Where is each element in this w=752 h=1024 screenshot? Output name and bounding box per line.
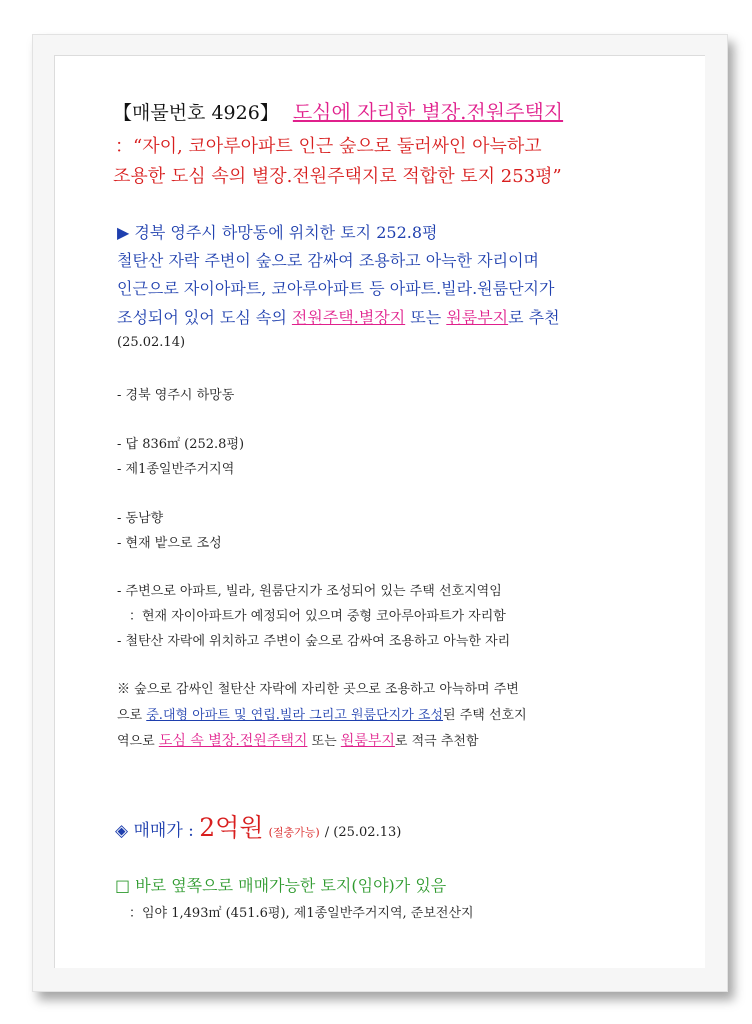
extra-detail: ：임야 1,493㎡ (451.6평), 제1종일반주거지역, 준보전산지 bbox=[129, 906, 474, 921]
summary-line-4 bbox=[117, 305, 560, 328]
summary-line-2: 철탄산 자락 주변이 숲으로 감싸여 조용하고 아늑한 자리이며 bbox=[117, 251, 540, 270]
detail-location: - 경북 영주시 하망동 bbox=[117, 388, 235, 403]
subtitle-line-1: ：“자이, 코아루아파트 인근 숲으로 둘러싸인 아늑하고 bbox=[115, 136, 542, 157]
detail-direction: - 동남향 bbox=[117, 511, 164, 526]
detail-surround-1: - 주변으로 아파트, 빌라, 원룸단지가 조성되어 있는 주택 선호지역임 bbox=[117, 584, 502, 599]
summary-text: 로 추천 bbox=[508, 308, 560, 327]
price-negotiable: (절충가능) bbox=[268, 826, 320, 839]
note-text: 또는 bbox=[307, 734, 341, 749]
link-villa-site[interactable]: 도심 속 별장.전원주택지 bbox=[158, 733, 308, 749]
detail-surround-2: ：현재 자이아파트가 예정되어 있으며 중형 코아루아파트가 자리함 bbox=[129, 609, 506, 624]
summary-line-3: 인근으로 자이아파트, 코아루아파트 등 아파트.빌라.원룸단지가 bbox=[117, 279, 555, 298]
note-line-3 bbox=[117, 730, 479, 750]
detail-area: - 답 836㎡ (252.8평) bbox=[117, 437, 245, 452]
listing-title: 도심에 자리한 별장.전원주택지 bbox=[292, 100, 564, 124]
link-oneroom-site-2[interactable]: 원룸부지 bbox=[340, 733, 395, 749]
summary-text: 또는 bbox=[405, 308, 447, 327]
extra-title: □ 바로 옆쪽으로 매매가능한 토지(임야)가 있음 bbox=[115, 876, 447, 895]
header-line bbox=[113, 96, 563, 125]
listing-number: 【매물번호 4926】 bbox=[113, 102, 279, 124]
detail-current-use: - 현재 밭으로 조성 bbox=[117, 536, 222, 551]
detail-zone: - 제1종일반주거지역 bbox=[117, 462, 235, 477]
document-sheet bbox=[54, 55, 705, 968]
price-value: 2억원 bbox=[199, 813, 264, 842]
note-line-1: ※ 숲으로 감싸인 철탄산 자락에 자리한 곳으로 조용하고 아늑하며 주변 bbox=[117, 682, 519, 697]
price-date: / (25.02.13) bbox=[324, 825, 402, 840]
note-text: 로 적극 추천함 bbox=[394, 734, 479, 749]
link-oneroom-site[interactable]: 원룸부지 bbox=[446, 308, 509, 327]
subtitle-line-2: 조용한 도심 속의 별장.전원주택지로 적합한 토지 253평” bbox=[113, 166, 562, 187]
price-label: ◈ 매매가 : bbox=[115, 821, 200, 841]
summary-text: 조성되어 있어 도심 속의 bbox=[117, 308, 292, 327]
detail-surround-3: - 철탄산 자락에 위치하고 주변이 숲으로 감싸여 조용하고 아늑한 자리 bbox=[117, 634, 511, 649]
note-text: 역으로 bbox=[117, 734, 159, 749]
price-line bbox=[115, 808, 401, 844]
summary-line-1: ▶ 경북 영주시 하망동에 위치한 토지 252.8평 bbox=[117, 223, 438, 242]
note-line-2 bbox=[117, 704, 527, 723]
link-country-house[interactable]: 전원주택.별장지 bbox=[291, 308, 406, 327]
note-text: 으로 bbox=[117, 708, 147, 723]
summary-date: (25.02.14) bbox=[117, 335, 186, 350]
note-text: 된 주택 선호지 bbox=[443, 708, 527, 723]
link-apartments[interactable]: 중.대형 아파트 및 연립.빌라 그리고 원룸단지가 조성 bbox=[146, 708, 444, 723]
